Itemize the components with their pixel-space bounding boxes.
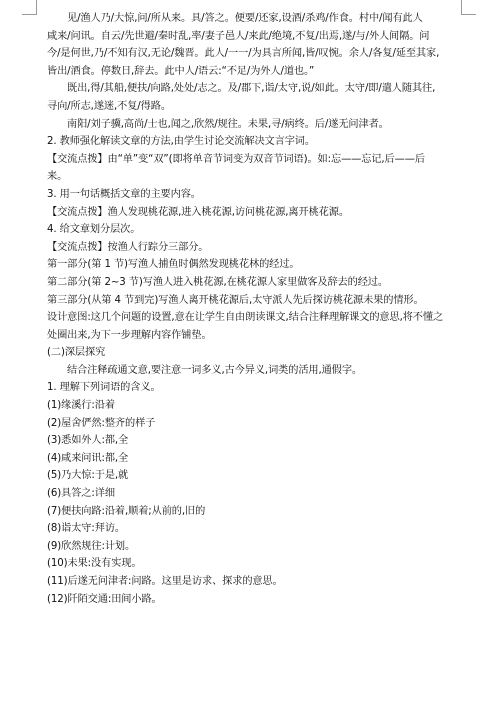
text-line: (7)便扶向路:沿着,顺着;从前的,旧的 (47, 505, 206, 517)
text-line: 南阳/刘子骥,高尚/士也,闻之,欣然/规往。未果,寻/病终。后/遂无问津者。 (67, 118, 389, 130)
text-line: 4. 给文章划分层次。 (47, 224, 141, 236)
text-line: 结合注释疏通文意,要注意一词多义,古今异义,词类的活用,通假字。 (67, 364, 363, 376)
text-line: 【交流点拨】由“单”变“双”(即将单音节词变为双音节词语)。如:忘——忘记,后——后 (47, 153, 425, 165)
text-line: 1. 理解下列词语的含义。 (47, 382, 161, 394)
text-line: 处圈出来,为下一步理解内容作铺垫。 (47, 329, 212, 341)
text-line: 第三部分(从第 4 节到完)写渔人离开桃花源后,太守派人先后探访桃花源未果的情形。 (47, 294, 424, 306)
text-line: 见/渔人乃/大惊,问/所从来。具/答之。便要/还家,设酒/杀鸡/作食。村中/闻有此人 (67, 13, 423, 24)
text-line: (3)悉如外人:都,全 (47, 435, 129, 447)
text-line: (11)后遂无问津者:问路。这里是访求、探求的意思。 (47, 576, 283, 587)
text-line: (6)具答之:详细 (47, 488, 115, 500)
text-line: (2)屋舍俨然:整齐的样子 (47, 417, 156, 429)
text-line: 来。 (47, 171, 68, 183)
text-line: (4)咸来问讯:都,全 (47, 452, 129, 464)
text-line: (1)缘溪行:沿着 (47, 400, 115, 412)
text-line: 设计意图:这几个问题的设置,意在让学生自由朗读课文,结合注释理解课文的意思,将不懂之 (47, 312, 444, 324)
text-line: 【交流点拨】按渔人行踪分三部分。 (47, 241, 209, 253)
text-line: (12)阡陌交通:田间小路。 (47, 593, 162, 605)
text-line: 寻向/所志,遂迷,不复/得路。 (47, 100, 171, 112)
text-line: 既出,得/其船,便扶/向路,处处/志之。及/郡下,诣/太守,说/如此。太守/即/遣人随其往, (67, 83, 436, 95)
text-line: 今/是何世,乃/不知有汉,无论/魏晋。此人/一一/为具言所闻,皆/叹惋。余人/各复/延至其家, (47, 48, 440, 60)
text-line: (5)乃大惊:于是,就 (47, 470, 129, 482)
document-body (47, 10, 467, 608)
text-line: (二)深层探究 (47, 347, 106, 359)
text-line: 第二部分(第 2~3 节)写渔人进入桃花源,在桃花源人家里做客及辞去的经过。 (47, 276, 388, 288)
text-line: 3. 用一句话概括文章的主要内容。 (47, 188, 201, 200)
text-line: (8)诣太守:拜访。 (47, 523, 125, 535)
text-line: (9)欣然规往:计划。 (47, 540, 136, 552)
text-line: (10)未果:没有实现。 (47, 558, 142, 570)
text-line: 第一部分(第 1 节)写渔人捕鱼时偶然发现桃花林的经过。 (47, 259, 300, 271)
text-line: 2. 教师强化解读文章的方法,由学生讨论交流解决文言字词。 (47, 136, 315, 148)
text-line: 【交流点拨】渔人发现桃花源,进入桃花源,访问桃花源,离开桃花源。 (47, 206, 349, 218)
text-line: 咸来/问讯。自云/先世避/秦时乱,率/妻子邑人/来此/绝境,不复/出焉,遂/与/外人间隔。问 (47, 30, 430, 42)
page-corner-mark-left (22, 0, 37, 15)
text-line: 皆出/酒食。停数日,辞去。此中人/语云:“不足/为外人/道也。” (47, 65, 315, 77)
